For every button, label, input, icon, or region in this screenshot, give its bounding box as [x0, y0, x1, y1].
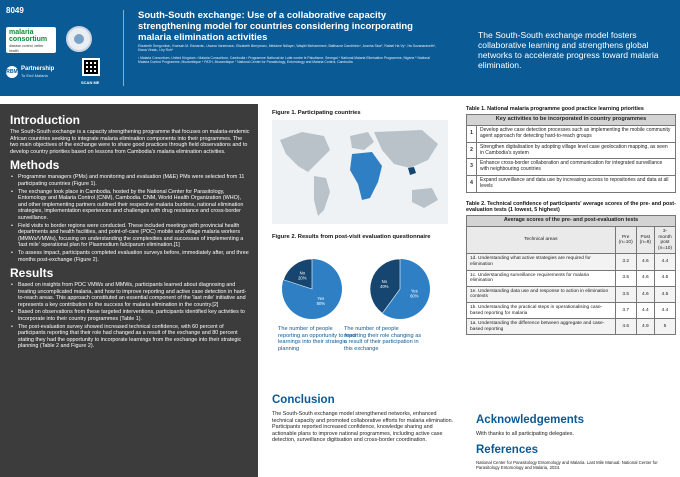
- table2-banner: Average scores of the pre- and post-evaluation tests: [467, 216, 676, 227]
- author-list: Elizabeth Sengomba¹, Kwesah M. Edwards¹, Uwana Vanemara¹, Elizabeth Berryman¹, Médame Ndiaye², Waqibi Mohammed³, Balthazar Candrinho⁴, Aranha Sica⁵, Rafael Ha Vy⁶, Ha Sovanaraveth⁶, Kiana Vinda¹, Lhy Roh⁶: [138, 44, 437, 53]
- pie-label-no: No: [299, 270, 305, 276]
- area-cell: 1c. Understanding surveillance requirements for malaria elimination: [467, 270, 616, 286]
- pie-label-yes: Yes: [317, 296, 325, 302]
- qr-code-icon[interactable]: [82, 58, 100, 76]
- post-cell: 4.4: [636, 302, 654, 318]
- table-row: [467, 142, 676, 159]
- area-cell: 1d. Understanding what active strategies are required for elimination: [467, 254, 616, 270]
- rbm-mark: RBM: [6, 66, 18, 78]
- row-text: Enhance cross-border collaboration and communication for integrated surveillance with neighbouring countries: [477, 159, 676, 176]
- poster-title: South-South exchange: Use of a collaborative capacity strengthening model for countries considering incorporating malaria elimination activities: [138, 10, 413, 43]
- results-item: • Based on insights from POC VMWs and MMWs, participants learned about diagnosing and treating uncomplicated malaria, and how to improve reporting and active case detection in hard-to-reach areas. This approach constituted an essential component of the 'last mile' initiative and represents a key contribution to the success for malaria elimination in the country.[2]: [10, 282, 250, 308]
- m3-cell: 4.5: [655, 270, 676, 286]
- post-cell: 4.6: [636, 254, 654, 270]
- acknowledgements-text: With thanks to all participating delegates.: [476, 431, 574, 437]
- row-text: Expand surveillance and data use by increasing access to repositories and data at all levels: [477, 175, 676, 192]
- results-list: [10, 282, 250, 350]
- logo-line-2: consortium: [9, 36, 48, 43]
- area-cell: 1e. Understanding data use and response to action in elimination contexts: [467, 286, 616, 302]
- methods-heading: Methods: [10, 158, 60, 173]
- row-text: Strengthen digitalisation by adopting village level case geolocation mapping, as seen in Cambodia's system: [477, 142, 676, 159]
- results-item: • Based on observations from these targeted interventions, participants identified key activities to incorporate into their country programmes (Table 1).: [10, 309, 250, 322]
- reference-item: National Center for Parasitology Entomology and Malaria. Last Mile Manual. National Center for Parasitology Entomology and Malaria, 2024.: [476, 460, 658, 471]
- methods-list: [10, 174, 250, 263]
- pie-value-no: 20%: [298, 275, 307, 281]
- col-3-month-post: 3-month post (n=10): [655, 226, 676, 253]
- malaria-consortium-logo: [6, 27, 56, 53]
- logo-line-1: malaria: [9, 29, 34, 36]
- post-cell: 4.9: [636, 319, 654, 335]
- table-row: [467, 126, 676, 143]
- right-column: [466, 104, 676, 477]
- row-number: 3: [467, 159, 477, 176]
- table-row: [467, 175, 676, 192]
- references-heading: References: [476, 444, 539, 456]
- methods-item: • The exchange took place in Cambodia, hosted by the National Center for Parasitology, Entomology and Malaria Control (CNM), Cambodia. CNM, World Health Organization (WHO), and other implementing partners outlined their respective malaria burdens, national elimination strategies, implementation experiences and challenges with drug resistance and cross-border surveillance.: [10, 189, 250, 222]
- rbm-partnership-logo: [6, 64, 68, 82]
- col-pre: Pre (n=10): [615, 226, 636, 253]
- pie-chart-role-change: [358, 256, 442, 322]
- row-number: 2: [467, 142, 477, 159]
- pre-cell: 4.6: [615, 319, 636, 335]
- pie-value-yes: 60%: [410, 293, 419, 299]
- pie-value-yes: 80%: [316, 301, 326, 307]
- pie-value-no: 40%: [380, 283, 389, 289]
- post-cell: 4.6: [636, 270, 654, 286]
- header-divider: [123, 10, 124, 86]
- m3-cell: 4.4: [655, 254, 676, 270]
- m3-cell: 4.4: [655, 302, 676, 318]
- pie-label-no: No: [381, 278, 387, 284]
- post-cell: 4.6: [636, 286, 654, 302]
- row-text: Develop active case detection processes such as implementing the mobile community agent approach for detecting hard-to-reach groups: [477, 126, 676, 143]
- pie-caption-role-change: The number of people reporting their role changing as a result of their participation in this exchange: [344, 326, 422, 352]
- area-cell: 1b. Understanding the practical steps in operationalising case-based reporting for malaria: [467, 302, 616, 318]
- col-technical-areas: Technical areas: [467, 226, 616, 253]
- rbm-line-1: Partnership: [21, 66, 55, 72]
- row-number: 4: [467, 175, 477, 192]
- table-row: [467, 302, 676, 318]
- pie-chart-planning: [270, 256, 354, 322]
- figure1-title: Figure 1. Participating countries: [272, 110, 361, 116]
- poster-id: 8049: [6, 6, 24, 15]
- methods-item: • To assess impact, participants completed evaluation surveys before, immediately after, and three months post-exchange (Figure 2).: [10, 250, 250, 263]
- table1-caption: Table 1. National malaria programme good practice learning priorities: [466, 106, 644, 112]
- conclusion-text: The South-South exchange model strengthened networks, enhanced technical capacity and promoted collaborative efforts for malaria elimination. Participants reported increased confidence, knowledge sharing and actionable plans to improve national programmes, including active case detection, surveillance digitisation and cross-border coordination.: [272, 411, 454, 444]
- logo-line-3: disease control, better health: [9, 44, 44, 53]
- scan-me-label: SCAN ME: [81, 80, 100, 85]
- pre-cell: 3.5: [615, 270, 636, 286]
- pie-caption-planning: The number of people reporting an opportunity to feed learnings into their strategic planning: [278, 326, 356, 352]
- methods-item: • Field visits to border regions were conducted. These included meetings with provincial health departments and health facilities, and point-of-care (POC) mobile and village malaria workers (MMWs/VMWs), focusing on understanding the complexities and successes of implementing a 'last mile' operational plan for Plasmodium falciparum elimination.[1]: [10, 223, 250, 249]
- middle-column: [264, 104, 456, 477]
- table-row: [467, 159, 676, 176]
- intro-heading: Introduction: [10, 113, 80, 127]
- ministry-seal-icon: [66, 26, 92, 52]
- conclusion-heading: Conclusion: [272, 394, 335, 406]
- table-row: [467, 254, 676, 270]
- table-row: [467, 286, 676, 302]
- acknowledgements-heading: Acknowledgements: [476, 414, 584, 426]
- col-post: Post (n=8): [636, 226, 654, 253]
- pre-cell: 3.7: [615, 302, 636, 318]
- figure2-title: Figure 2. Results from post-visit evaluation questionnaire: [272, 234, 431, 240]
- world-map-figure: [272, 120, 448, 224]
- table2-caption: Table 2. Technical confidence of participants' average scores of the pre- and post-evaluation tests (1 lowest, 5 highest): [466, 200, 676, 213]
- methods-item: • Programme managers (PMs) and monitoring and evaluation (M&E) PMs were selected from 11 participating countries (Figure 1).: [10, 174, 250, 187]
- pre-cell: 3.5: [615, 286, 636, 302]
- header-banner: [0, 0, 680, 96]
- area-cell: 1a. Understanding the difference between aggregate and case-based reporting: [467, 319, 616, 335]
- results-heading: Results: [10, 266, 54, 281]
- pie-label-yes: Yes: [410, 288, 418, 294]
- intro-text: The South-South exchange is a capacity strengthening programme that focuses on malaria-endemic African countries seeking to integrate malaria elimination components into their programmes. The two main objectives of the exchange were to share good practices through field observations and to develop country priorities based on lessons from Cambodia's malaria elimination activities.: [10, 129, 250, 155]
- table-row: [467, 319, 676, 335]
- table1-header: Key activities to be incorporated in country programmes: [467, 115, 676, 126]
- key-message: The South-South exchange model fosters collaborative learning and strengthens global networks to accelerate progress toward malaria elimination.: [478, 30, 659, 70]
- results-item: • The post-evaluation survey showed increased technical confidence, with 60 percent of participants reporting that their role had changed as a result of the exchange and 80 percent stating they had the opportunity to incorporate learnings from the exchange into their strategic planning (Table 2 and Figure 2).: [10, 324, 250, 350]
- m3-cell: 5: [655, 319, 676, 335]
- table2: [466, 215, 676, 335]
- rbm-line-2: To End Malaria: [21, 73, 48, 78]
- row-number: 1: [467, 126, 477, 143]
- affiliations: ¹ Malaria Consortium, United Kingdom ² Malaria Consortium, Cambodia ³ Programme National de Lutte contre le Paludisme, Senegal ⁴ National Malaria Elimination Programme, Nigeria ⁵ National Malaria Control Programme, Mozambique ⁶ PATH, Mozambique ⁷ National Center for Parasitology, Entomology and Malaria Control, Cambodia: [138, 56, 430, 65]
- table-row: [467, 270, 676, 286]
- table1: [466, 114, 676, 192]
- pre-cell: 3.2: [615, 254, 636, 270]
- m3-cell: 4.5: [655, 286, 676, 302]
- left-column: [0, 104, 258, 477]
